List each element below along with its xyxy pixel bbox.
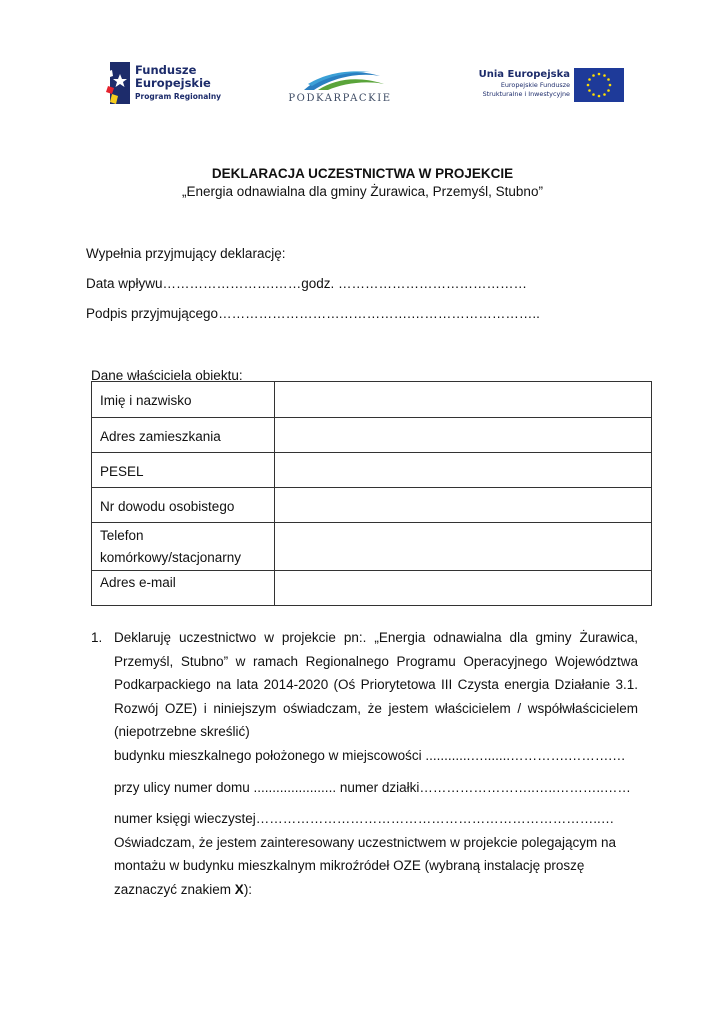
owner-pesel-field[interactable] bbox=[275, 453, 652, 488]
intake-date-line: Data wpływu…………………….……godz. …………………………………… bbox=[86, 276, 528, 291]
podkarpackie-wave-icon bbox=[284, 66, 396, 92]
podkarpackie-logo-text: PODKARPACKIE bbox=[288, 93, 392, 104]
locality-line: budynku mieszkalnego położonego w miejscowości ............….......………….……….… bbox=[114, 747, 626, 763]
land-register-line: numer księgi wieczystej…………………………………………………………………..… bbox=[114, 811, 615, 827]
declaration-line: Przemyśl, Stubno” w ramach Regionalnego Programu Operacyjnego Województwa bbox=[114, 653, 638, 669]
owner-id-card-field[interactable] bbox=[275, 488, 652, 523]
owner-email-label: Adres e-mail bbox=[92, 571, 275, 606]
intake-heading: Wypełnia przyjmujący deklarację: bbox=[86, 246, 286, 261]
fe-logo-text bbox=[135, 64, 221, 101]
owner-heading: Dane właściciela obiektu: bbox=[91, 368, 243, 383]
fe-logo-line3: Program Regionalny bbox=[135, 92, 222, 101]
owner-name-label: Imię i nazwisko bbox=[92, 382, 275, 418]
declaration-line bbox=[114, 878, 638, 902]
fe-logo-line1: Fundusze bbox=[135, 63, 197, 77]
owner-name-field[interactable] bbox=[275, 382, 652, 418]
intake-signature-line: Podpis przyjmującego…………………………………….……………………….. bbox=[86, 306, 540, 321]
fe-star-icon bbox=[106, 60, 134, 108]
mark-instruction-text: zaznaczyć znakiem bbox=[114, 881, 235, 897]
fundusze-europejskie-logo bbox=[106, 60, 226, 108]
ue-logo-line3: Strukturalne i Inwestycyjne bbox=[482, 90, 570, 98]
ue-logo-text bbox=[478, 68, 570, 99]
declaration-line: montażu w budynku mieszkalnym mikroźródeł OZE (wybraną instalację proszę bbox=[114, 858, 585, 874]
owner-email-field[interactable] bbox=[275, 571, 652, 606]
owner-phone-label: Telefon komórkowy/stacjonarny bbox=[92, 523, 275, 571]
fe-logo-line2: Europejskie bbox=[135, 76, 211, 90]
declaration-paragraph bbox=[114, 626, 638, 902]
table-row bbox=[92, 382, 652, 418]
table-row bbox=[92, 523, 652, 571]
ue-logo-line1: Unia Europejska bbox=[478, 69, 570, 80]
unia-europejska-logo bbox=[478, 66, 624, 106]
table-row bbox=[92, 453, 652, 488]
street-plot-line: przy ulicy numer domu ...................... numer działki……………………..…..………..…… bbox=[114, 779, 631, 795]
table-row bbox=[92, 571, 652, 606]
mark-instruction-end: ): bbox=[243, 881, 253, 897]
owner-phone-field[interactable] bbox=[275, 523, 652, 571]
owner-pesel-label: PESEL bbox=[92, 453, 275, 488]
table-row bbox=[92, 488, 652, 523]
podkarpackie-logo bbox=[284, 66, 399, 108]
eu-flag-icon bbox=[574, 68, 624, 102]
ue-logo-line2: Europejskie Fundusze bbox=[500, 81, 570, 89]
owner-address-label: Adres zamieszkania bbox=[92, 418, 275, 453]
owner-data-table bbox=[91, 381, 652, 606]
declaration-line: Deklaruję uczestnictwo w projekcie pn:. „Energia odnawialna dla gminy Żurawica, bbox=[114, 630, 638, 645]
owner-id-card-label: Nr dowodu osobistego bbox=[92, 488, 275, 523]
project-subtitle: „Energia odnawialna dla gminy Żurawica, Przemyśl, Stubno” bbox=[182, 184, 543, 199]
declaration-line: Rozwój OZE) i niniejszym oświadczam, że jestem właścicielem / współwłaścicielem bbox=[114, 700, 638, 716]
declaration-line: (niepotrzebne skreślić) bbox=[114, 724, 250, 740]
mark-symbol: X bbox=[234, 881, 244, 897]
page-title: DEKLARACJA UCZESTNICTWA W PROJEKCIE bbox=[211, 166, 514, 181]
declaration-line: Podkarpackiego na lata 2014-2020 (Oś Priorytetowa III Czysta energia Działanie 3.1. bbox=[114, 677, 638, 693]
declaration-number: 1. bbox=[91, 630, 103, 645]
declaration-line: Oświadczam, że jestem zainteresowany uczestnictwem w projekcie polegającym na bbox=[114, 834, 616, 850]
owner-address-field[interactable] bbox=[275, 418, 652, 453]
table-row bbox=[92, 418, 652, 453]
